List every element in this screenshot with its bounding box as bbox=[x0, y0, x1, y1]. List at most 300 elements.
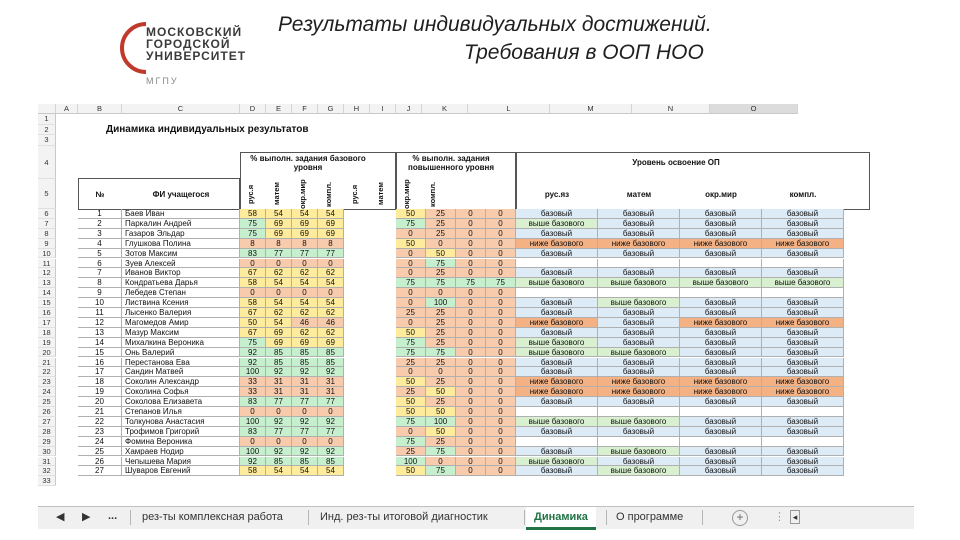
level-value[interactable]: ниже базового bbox=[762, 387, 844, 397]
level-value[interactable]: базовый bbox=[516, 466, 598, 476]
advanced-score[interactable]: 0 bbox=[486, 239, 516, 249]
advanced-score[interactable]: 0 bbox=[456, 457, 486, 467]
basic-score[interactable]: 8 bbox=[266, 239, 292, 249]
basic-score[interactable]: 54 bbox=[318, 298, 344, 308]
level-value[interactable]: базовый bbox=[680, 338, 762, 348]
advanced-score[interactable]: 0 bbox=[456, 328, 486, 338]
level-value[interactable]: ниже базового bbox=[598, 387, 680, 397]
student-number[interactable]: 6 bbox=[78, 259, 122, 269]
basic-score[interactable]: 85 bbox=[266, 457, 292, 467]
advanced-score[interactable]: 50 bbox=[396, 239, 426, 249]
basic-score[interactable]: 85 bbox=[266, 348, 292, 358]
basic-score[interactable]: 92 bbox=[292, 417, 318, 427]
student-number[interactable]: 25 bbox=[78, 447, 122, 457]
level-value[interactable] bbox=[680, 288, 762, 298]
basic-score[interactable]: 0 bbox=[292, 437, 318, 447]
basic-score[interactable]: 31 bbox=[266, 387, 292, 397]
level-value[interactable] bbox=[516, 259, 598, 269]
level-value[interactable]: выше базового bbox=[680, 278, 762, 288]
advanced-score[interactable]: 25 bbox=[426, 268, 456, 278]
level-value[interactable]: базовый bbox=[516, 308, 598, 318]
basic-score[interactable]: 0 bbox=[318, 288, 344, 298]
advanced-score[interactable]: 75 bbox=[396, 348, 426, 358]
level-value[interactable]: ниже базового bbox=[762, 377, 844, 387]
advanced-score[interactable]: 0 bbox=[396, 367, 426, 377]
student-number[interactable]: 11 bbox=[78, 308, 122, 318]
level-value[interactable]: базовый bbox=[680, 367, 762, 377]
advanced-score[interactable]: 50 bbox=[396, 209, 426, 219]
advanced-score[interactable]: 25 bbox=[396, 387, 426, 397]
level-value[interactable]: базовый bbox=[680, 417, 762, 427]
row-header[interactable]: 32 bbox=[38, 466, 56, 476]
row-header[interactable]: 11 bbox=[38, 259, 56, 269]
level-value[interactable]: ниже базового bbox=[598, 377, 680, 387]
advanced-score[interactable]: 25 bbox=[426, 219, 456, 229]
level-value[interactable]: базовый bbox=[762, 268, 844, 278]
student-number[interactable]: 21 bbox=[78, 407, 122, 417]
advanced-score[interactable]: 75 bbox=[396, 417, 426, 427]
student-number[interactable]: 19 bbox=[78, 387, 122, 397]
advanced-score[interactable]: 25 bbox=[396, 358, 426, 368]
advanced-score[interactable]: 25 bbox=[396, 308, 426, 318]
basic-score[interactable]: 0 bbox=[266, 407, 292, 417]
basic-score[interactable]: 100 bbox=[240, 367, 266, 377]
row-header[interactable]: 2 bbox=[38, 125, 56, 136]
row-header[interactable]: 24 bbox=[38, 387, 56, 397]
basic-score[interactable]: 0 bbox=[266, 288, 292, 298]
basic-score[interactable]: 0 bbox=[318, 407, 344, 417]
row-header[interactable]: 29 bbox=[38, 437, 56, 447]
basic-score[interactable]: 69 bbox=[292, 338, 318, 348]
advanced-score[interactable]: 0 bbox=[456, 219, 486, 229]
basic-score[interactable]: 62 bbox=[266, 268, 292, 278]
column-header-h[interactable]: H bbox=[344, 104, 370, 114]
row-header[interactable]: 9 bbox=[38, 239, 56, 249]
row-header[interactable]: 17 bbox=[38, 318, 56, 328]
level-value[interactable]: базовый bbox=[516, 298, 598, 308]
basic-score[interactable]: 69 bbox=[318, 229, 344, 239]
basic-score[interactable]: 69 bbox=[318, 219, 344, 229]
student-name[interactable]: Газаров Эльдар bbox=[122, 229, 240, 239]
column-header-g[interactable]: G bbox=[318, 104, 344, 114]
student-number[interactable]: 15 bbox=[78, 348, 122, 358]
row-header[interactable]: 20 bbox=[38, 348, 56, 358]
basic-score[interactable]: 0 bbox=[266, 259, 292, 269]
basic-score[interactable]: 83 bbox=[240, 397, 266, 407]
student-number[interactable]: 4 bbox=[78, 239, 122, 249]
student-name[interactable]: Магомедов Амир bbox=[122, 318, 240, 328]
row-header[interactable]: 14 bbox=[38, 288, 56, 298]
basic-score[interactable]: 54 bbox=[292, 466, 318, 476]
student-number[interactable]: 7 bbox=[78, 268, 122, 278]
advanced-score[interactable]: 0 bbox=[456, 387, 486, 397]
basic-score[interactable]: 54 bbox=[292, 278, 318, 288]
level-value[interactable]: выше базового bbox=[516, 219, 598, 229]
student-name[interactable]: Перестанова Ева bbox=[122, 358, 240, 368]
advanced-score[interactable]: 0 bbox=[456, 377, 486, 387]
level-value[interactable]: базовый bbox=[516, 249, 598, 259]
student-name[interactable]: Соколова Елизавета bbox=[122, 397, 240, 407]
level-value[interactable]: базовый bbox=[680, 268, 762, 278]
level-value[interactable]: выше базового bbox=[516, 278, 598, 288]
tabs-more-button[interactable]: ... bbox=[108, 510, 118, 522]
student-number[interactable]: 18 bbox=[78, 377, 122, 387]
student-name[interactable]: Лебедев Степан bbox=[122, 288, 240, 298]
advanced-score[interactable]: 0 bbox=[456, 239, 486, 249]
advanced-score[interactable]: 50 bbox=[426, 407, 456, 417]
column-header-i[interactable]: I bbox=[370, 104, 396, 114]
advanced-score[interactable]: 50 bbox=[396, 407, 426, 417]
student-name[interactable]: Кондратьева Дарья bbox=[122, 278, 240, 288]
basic-score[interactable]: 75 bbox=[240, 229, 266, 239]
advanced-score[interactable]: 0 bbox=[486, 407, 516, 417]
advanced-score[interactable]: 0 bbox=[456, 447, 486, 457]
level-value[interactable]: базовый bbox=[762, 308, 844, 318]
advanced-score[interactable]: 0 bbox=[486, 377, 516, 387]
level-value[interactable]: базовый bbox=[762, 397, 844, 407]
level-value[interactable]: базовый bbox=[762, 328, 844, 338]
level-value[interactable]: выше базового bbox=[598, 278, 680, 288]
basic-score[interactable]: 92 bbox=[240, 358, 266, 368]
level-value[interactable]: ниже базового bbox=[680, 377, 762, 387]
level-value[interactable] bbox=[762, 288, 844, 298]
basic-score[interactable]: 85 bbox=[318, 348, 344, 358]
advanced-score[interactable]: 75 bbox=[426, 278, 456, 288]
level-value[interactable]: выше базового bbox=[598, 417, 680, 427]
basic-score[interactable]: 85 bbox=[292, 348, 318, 358]
basic-score[interactable]: 92 bbox=[266, 447, 292, 457]
student-name[interactable]: Иванов Виктор bbox=[122, 268, 240, 278]
advanced-score[interactable]: 50 bbox=[396, 328, 426, 338]
advanced-score[interactable]: 0 bbox=[456, 348, 486, 358]
student-name[interactable]: Глушкова Полина bbox=[122, 239, 240, 249]
level-value[interactable]: ниже базового bbox=[516, 239, 598, 249]
student-name[interactable]: Толкунова Анастасия bbox=[122, 417, 240, 427]
advanced-score[interactable]: 75 bbox=[426, 259, 456, 269]
advanced-score[interactable]: 0 bbox=[486, 427, 516, 437]
level-value[interactable]: базовый bbox=[516, 358, 598, 368]
row-header[interactable]: 16 bbox=[38, 308, 56, 318]
advanced-score[interactable]: 0 bbox=[396, 427, 426, 437]
level-value[interactable]: ниже базового bbox=[516, 377, 598, 387]
row-header[interactable]: 10 bbox=[38, 249, 56, 259]
student-name[interactable]: Фомина Вероника bbox=[122, 437, 240, 447]
advanced-score[interactable]: 0 bbox=[456, 338, 486, 348]
student-number[interactable]: 2 bbox=[78, 219, 122, 229]
hscroll-left-icon[interactable]: ◂ bbox=[790, 510, 800, 524]
advanced-score[interactable]: 0 bbox=[396, 288, 426, 298]
student-name[interactable]: Соколин Александр bbox=[122, 377, 240, 387]
advanced-score[interactable]: 100 bbox=[426, 417, 456, 427]
basic-score[interactable]: 54 bbox=[266, 318, 292, 328]
row-header[interactable]: 30 bbox=[38, 447, 56, 457]
level-value[interactable]: базовый bbox=[598, 328, 680, 338]
student-name[interactable]: Хамраев Нодир bbox=[122, 447, 240, 457]
student-number[interactable]: 10 bbox=[78, 298, 122, 308]
basic-score[interactable]: 77 bbox=[292, 397, 318, 407]
basic-score[interactable]: 54 bbox=[266, 209, 292, 219]
student-number[interactable]: 14 bbox=[78, 338, 122, 348]
level-value[interactable]: базовый bbox=[762, 348, 844, 358]
level-value[interactable]: базовый bbox=[680, 219, 762, 229]
level-value[interactable]: ниже базового bbox=[516, 318, 598, 328]
advanced-score[interactable]: 0 bbox=[426, 457, 456, 467]
level-value[interactable]: базовый bbox=[516, 229, 598, 239]
level-value[interactable]: базовый bbox=[516, 367, 598, 377]
advanced-score[interactable]: 0 bbox=[396, 318, 426, 328]
basic-score[interactable]: 0 bbox=[240, 259, 266, 269]
advanced-score[interactable]: 0 bbox=[456, 407, 486, 417]
advanced-score[interactable]: 25 bbox=[426, 437, 456, 447]
student-name[interactable]: Чепышева Мария bbox=[122, 457, 240, 467]
level-value[interactable]: базовый bbox=[516, 447, 598, 457]
level-value[interactable] bbox=[680, 437, 762, 447]
student-name[interactable]: Мазур Максим bbox=[122, 328, 240, 338]
level-value[interactable] bbox=[516, 288, 598, 298]
student-name[interactable]: Лысенко Валерия bbox=[122, 308, 240, 318]
advanced-score[interactable]: 0 bbox=[486, 348, 516, 358]
advanced-score[interactable]: 0 bbox=[486, 209, 516, 219]
level-value[interactable]: базовый bbox=[762, 298, 844, 308]
advanced-score[interactable]: 0 bbox=[486, 358, 516, 368]
basic-score[interactable]: 69 bbox=[318, 338, 344, 348]
advanced-score[interactable]: 0 bbox=[486, 447, 516, 457]
basic-score[interactable]: 58 bbox=[240, 466, 266, 476]
advanced-score[interactable]: 0 bbox=[486, 259, 516, 269]
advanced-score[interactable]: 0 bbox=[456, 427, 486, 437]
advanced-score[interactable]: 75 bbox=[396, 338, 426, 348]
level-value[interactable]: базовый bbox=[680, 209, 762, 219]
student-number[interactable]: 13 bbox=[78, 328, 122, 338]
basic-score[interactable]: 8 bbox=[292, 239, 318, 249]
row-header[interactable]: 12 bbox=[38, 268, 56, 278]
row-header[interactable]: 21 bbox=[38, 358, 56, 368]
scroll-right-icon[interactable]: ▶ bbox=[82, 511, 91, 523]
advanced-score[interactable]: 75 bbox=[456, 278, 486, 288]
advanced-score[interactable]: 0 bbox=[456, 298, 486, 308]
advanced-score[interactable]: 75 bbox=[486, 278, 516, 288]
advanced-score[interactable]: 0 bbox=[486, 387, 516, 397]
level-value[interactable]: базовый bbox=[680, 348, 762, 358]
level-value[interactable]: базовый bbox=[680, 229, 762, 239]
level-value[interactable]: базовый bbox=[598, 457, 680, 467]
basic-score[interactable]: 0 bbox=[292, 407, 318, 417]
advanced-score[interactable]: 50 bbox=[396, 377, 426, 387]
student-name[interactable]: Михалкина Вероника bbox=[122, 338, 240, 348]
basic-score[interactable]: 69 bbox=[266, 328, 292, 338]
level-value[interactable]: базовый bbox=[598, 318, 680, 328]
advanced-score[interactable]: 0 bbox=[396, 259, 426, 269]
advanced-score[interactable]: 0 bbox=[456, 318, 486, 328]
student-number[interactable]: 9 bbox=[78, 288, 122, 298]
basic-score[interactable]: 62 bbox=[318, 308, 344, 318]
level-value[interactable]: ниже базового bbox=[680, 387, 762, 397]
advanced-score[interactable]: 0 bbox=[426, 239, 456, 249]
level-value[interactable]: базовый bbox=[598, 249, 680, 259]
basic-score[interactable]: 0 bbox=[292, 259, 318, 269]
level-value[interactable]: выше базового bbox=[516, 348, 598, 358]
select-all-corner[interactable] bbox=[38, 104, 56, 114]
student-name[interactable]: Паркалин Андрей bbox=[122, 219, 240, 229]
advanced-score[interactable]: 0 bbox=[396, 249, 426, 259]
level-value[interactable]: базовый bbox=[680, 308, 762, 318]
column-header-m[interactable]: M bbox=[550, 104, 632, 114]
level-value[interactable]: базовый bbox=[516, 328, 598, 338]
level-value[interactable]: базовый bbox=[680, 397, 762, 407]
advanced-score[interactable]: 100 bbox=[426, 298, 456, 308]
basic-score[interactable]: 58 bbox=[240, 278, 266, 288]
basic-score[interactable]: 92 bbox=[266, 417, 292, 427]
basic-score[interactable]: 31 bbox=[318, 377, 344, 387]
basic-score[interactable]: 92 bbox=[266, 367, 292, 377]
level-value[interactable]: выше базового bbox=[516, 338, 598, 348]
advanced-score[interactable]: 50 bbox=[396, 466, 426, 476]
advanced-score[interactable]: 0 bbox=[486, 417, 516, 427]
basic-score[interactable]: 75 bbox=[240, 338, 266, 348]
level-value[interactable]: выше базового bbox=[598, 466, 680, 476]
column-header-k[interactable]: K bbox=[422, 104, 468, 114]
level-value[interactable]: базовый bbox=[598, 367, 680, 377]
basic-score[interactable]: 69 bbox=[292, 229, 318, 239]
level-value[interactable]: базовый bbox=[680, 427, 762, 437]
student-name[interactable]: Зотов Максим bbox=[122, 249, 240, 259]
row-header[interactable]: 1 bbox=[38, 114, 56, 125]
basic-score[interactable]: 83 bbox=[240, 427, 266, 437]
basic-score[interactable]: 0 bbox=[318, 437, 344, 447]
advanced-score[interactable]: 25 bbox=[426, 377, 456, 387]
level-value[interactable]: базовый bbox=[762, 219, 844, 229]
advanced-score[interactable]: 50 bbox=[396, 397, 426, 407]
basic-score[interactable]: 54 bbox=[318, 209, 344, 219]
advanced-score[interactable]: 75 bbox=[426, 466, 456, 476]
column-header-b[interactable]: B bbox=[78, 104, 122, 114]
basic-score[interactable]: 77 bbox=[318, 249, 344, 259]
advanced-score[interactable]: 0 bbox=[396, 229, 426, 239]
level-value[interactable]: базовый bbox=[516, 209, 598, 219]
basic-score[interactable]: 54 bbox=[292, 209, 318, 219]
advanced-score[interactable]: 0 bbox=[486, 318, 516, 328]
student-name[interactable]: Листвина Ксения bbox=[122, 298, 240, 308]
basic-score[interactable]: 62 bbox=[318, 328, 344, 338]
advanced-score[interactable]: 0 bbox=[456, 229, 486, 239]
basic-score[interactable]: 77 bbox=[292, 427, 318, 437]
basic-score[interactable]: 77 bbox=[318, 397, 344, 407]
level-value[interactable]: базовый bbox=[762, 229, 844, 239]
row-header[interactable]: 3 bbox=[38, 135, 56, 146]
basic-score[interactable]: 54 bbox=[266, 466, 292, 476]
level-value[interactable]: выше базового bbox=[516, 457, 598, 467]
basic-score[interactable]: 92 bbox=[292, 367, 318, 377]
row-header[interactable]: 5 bbox=[38, 179, 56, 210]
basic-score[interactable]: 69 bbox=[266, 338, 292, 348]
advanced-score[interactable]: 0 bbox=[486, 466, 516, 476]
level-value[interactable]: базовый bbox=[598, 219, 680, 229]
advanced-score[interactable]: 75 bbox=[426, 348, 456, 358]
level-value[interactable] bbox=[598, 437, 680, 447]
level-value[interactable]: базовый bbox=[516, 427, 598, 437]
basic-score[interactable]: 54 bbox=[266, 278, 292, 288]
row-header[interactable]: 18 bbox=[38, 328, 56, 338]
advanced-score[interactable]: 0 bbox=[486, 249, 516, 259]
row-header[interactable]: 33 bbox=[38, 476, 56, 486]
level-value[interactable]: базовый bbox=[680, 358, 762, 368]
scroll-left-icon[interactable]: ◀ bbox=[56, 511, 65, 523]
level-value[interactable]: выше базового bbox=[598, 348, 680, 358]
basic-score[interactable]: 62 bbox=[292, 268, 318, 278]
add-sheet-button[interactable]: + bbox=[732, 510, 748, 526]
basic-score[interactable]: 85 bbox=[318, 358, 344, 368]
level-value[interactable]: базовый bbox=[762, 338, 844, 348]
level-value[interactable]: выше базового bbox=[762, 278, 844, 288]
student-name[interactable]: Соколина Софья bbox=[122, 387, 240, 397]
level-value[interactable]: базовый bbox=[598, 338, 680, 348]
level-value[interactable] bbox=[516, 437, 598, 447]
level-value[interactable]: базовый bbox=[598, 268, 680, 278]
column-header-a[interactable]: A bbox=[56, 104, 78, 114]
basic-score[interactable]: 92 bbox=[292, 447, 318, 457]
student-number[interactable]: 3 bbox=[78, 229, 122, 239]
level-value[interactable]: базовый bbox=[762, 249, 844, 259]
basic-score[interactable]: 100 bbox=[240, 447, 266, 457]
row-header[interactable]: 13 bbox=[38, 278, 56, 288]
advanced-score[interactable]: 0 bbox=[486, 328, 516, 338]
basic-score[interactable]: 0 bbox=[240, 407, 266, 417]
level-value[interactable]: базовый bbox=[762, 457, 844, 467]
level-value[interactable] bbox=[516, 407, 598, 417]
level-value[interactable] bbox=[598, 288, 680, 298]
advanced-score[interactable]: 25 bbox=[426, 328, 456, 338]
row-header[interactable]: 7 bbox=[38, 219, 56, 229]
student-name[interactable]: Сандин Матвей bbox=[122, 367, 240, 377]
advanced-score[interactable]: 0 bbox=[486, 219, 516, 229]
basic-score[interactable]: 67 bbox=[240, 308, 266, 318]
level-value[interactable]: ниже базового bbox=[762, 318, 844, 328]
advanced-score[interactable]: 0 bbox=[456, 288, 486, 298]
advanced-score[interactable]: 0 bbox=[396, 268, 426, 278]
spreadsheet[interactable] bbox=[38, 104, 914, 522]
student-name[interactable]: Степанов Илья bbox=[122, 407, 240, 417]
basic-score[interactable]: 58 bbox=[240, 209, 266, 219]
column-header-d[interactable]: D bbox=[240, 104, 266, 114]
advanced-score[interactable]: 0 bbox=[426, 367, 456, 377]
advanced-score[interactable]: 0 bbox=[456, 249, 486, 259]
basic-score[interactable]: 54 bbox=[318, 466, 344, 476]
advanced-score[interactable]: 0 bbox=[486, 367, 516, 377]
advanced-score[interactable]: 100 bbox=[396, 457, 426, 467]
tab-complex-work[interactable]: рез-ты комплексная работа bbox=[142, 511, 283, 523]
advanced-score[interactable]: 50 bbox=[426, 249, 456, 259]
level-value[interactable]: базовый bbox=[598, 427, 680, 437]
advanced-score[interactable]: 0 bbox=[456, 259, 486, 269]
advanced-score[interactable]: 75 bbox=[396, 278, 426, 288]
basic-score[interactable]: 77 bbox=[266, 249, 292, 259]
basic-score[interactable]: 62 bbox=[318, 268, 344, 278]
advanced-score[interactable]: 25 bbox=[426, 358, 456, 368]
level-value[interactable]: базовый bbox=[680, 466, 762, 476]
basic-score[interactable]: 85 bbox=[266, 358, 292, 368]
basic-score[interactable]: 69 bbox=[266, 219, 292, 229]
basic-score[interactable]: 46 bbox=[318, 318, 344, 328]
tab-individual-results[interactable]: Инд. рез-ты итоговой диагностик bbox=[320, 511, 488, 523]
level-value[interactable]: базовый bbox=[680, 457, 762, 467]
advanced-score[interactable]: 0 bbox=[486, 397, 516, 407]
basic-score[interactable]: 54 bbox=[266, 298, 292, 308]
advanced-score[interactable]: 0 bbox=[396, 298, 426, 308]
row-header[interactable]: 27 bbox=[38, 417, 56, 427]
student-number[interactable]: 8 bbox=[78, 278, 122, 288]
level-value[interactable]: выше базового bbox=[516, 417, 598, 427]
advanced-score[interactable]: 0 bbox=[456, 209, 486, 219]
